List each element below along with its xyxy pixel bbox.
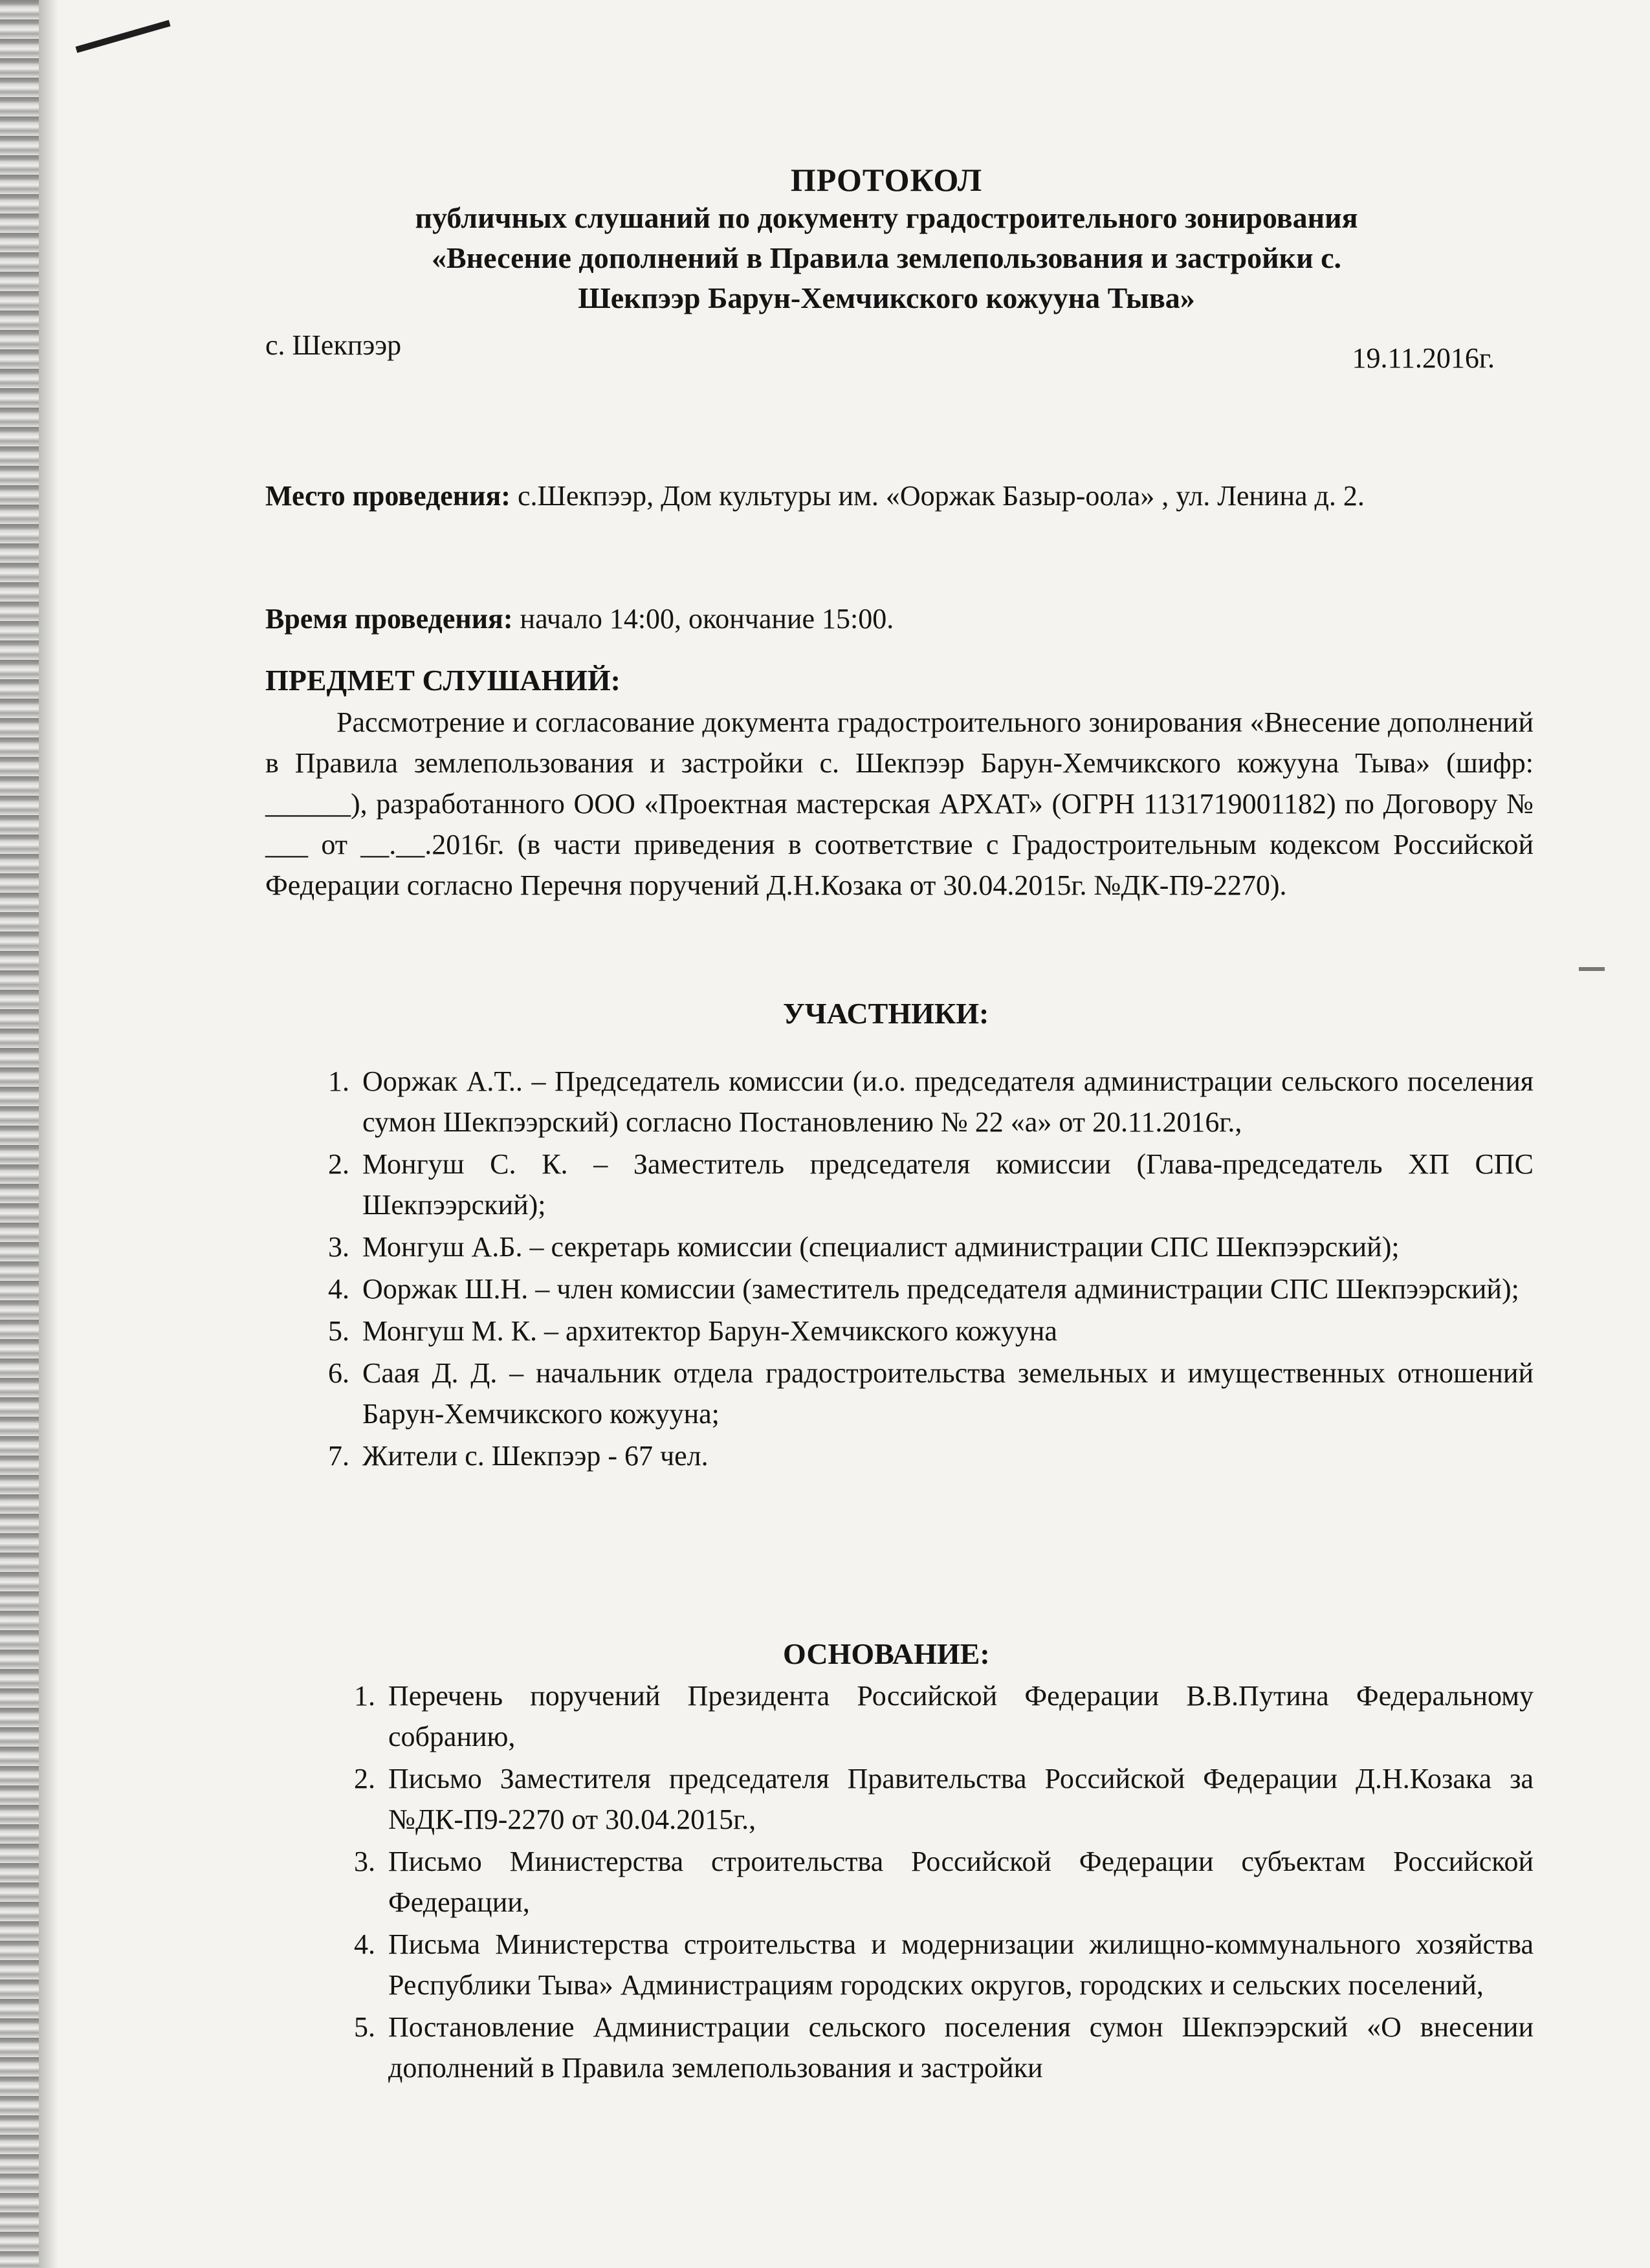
subject-text: Рассмотрение и согласование документа градостроительного зонирования «Внесение дополнений в Правила землепользования и застройки с. Шекпээр Барун-Хемчикского кожууна Тыва» (шифр: ______), разработанного ООО «Проектная мастерская АРХАТ» (ОГРН 1131719001182) по Договору № ___ от __.__.2016г. (в части приведения в соответствие с Градостроительным кодексом Российской Федерации согласно Перечня поручений Д.Н.Козака от 30.04.2015г. №ДК-П9-2270). xyxy=(265,706,1534,901)
time-label: Время проведения: xyxy=(265,603,513,635)
list-item xyxy=(330,1675,1534,1757)
document-date: 19.11.2016г. xyxy=(1352,342,1495,374)
basis-list xyxy=(330,1675,1534,2089)
list-item-number: 4. xyxy=(354,1928,375,1960)
list-item-number: 1. xyxy=(354,1680,375,1712)
list-item-number: 5. xyxy=(354,2011,375,2043)
list-item-number: 1. xyxy=(328,1065,349,1097)
list-item-text: Монгуш С. К. – Заместитель председателя комиссии (Глава-председатель ХП СПС Шекпээрский); xyxy=(362,1148,1534,1221)
participants-heading: УЧАСТНИКИ: xyxy=(783,997,989,1030)
list-item xyxy=(304,1435,1534,1476)
list-item-text: Письмо Министерства строительства Российской Федерации субъектам Российской Федерации, xyxy=(388,1846,1534,1918)
list-item xyxy=(304,1227,1534,1267)
list-item-number: 2. xyxy=(328,1148,349,1180)
venue-paragraph xyxy=(265,475,1534,516)
list-item xyxy=(330,2007,1534,2088)
list-item-number: 4. xyxy=(328,1273,349,1305)
header-line-3: Шекпээр Барун-Хемчикского кожууна Тыва» xyxy=(578,281,1195,314)
list-item-number: 3. xyxy=(354,1846,375,1877)
list-item-text: Монгуш М. К. – архитектор Барун-Хемчикского кожууна xyxy=(362,1315,1057,1347)
list-item-text: Ооржак Ш.Н. – член комиссии (заместитель председателя администрации СПС Шекпээрский); xyxy=(362,1273,1519,1305)
list-item-text: Постановление Администрации сельского поселения сумон Шекпээрский «О внесении дополнений в Правила землепользования и застройки xyxy=(388,2011,1534,2084)
list-item xyxy=(304,1269,1534,1309)
list-item xyxy=(304,1353,1534,1434)
list-item-number: 2. xyxy=(354,1763,375,1794)
participants-list xyxy=(304,1061,1534,1477)
list-item-text: Жители с. Шекпээр - 67 чел. xyxy=(362,1440,709,1472)
list-item xyxy=(330,1841,1534,1923)
scan-artifact xyxy=(1579,967,1605,971)
list-item xyxy=(304,1061,1534,1142)
header-line-1: публичных слушаний по документу градостроительного зонирования xyxy=(415,201,1358,234)
list-item-text: Письма Министерства строительства и модернизации жилищно-коммунального хозяйства Республики Тыва» Администрациям городских округов, городских и сельских поселений, xyxy=(388,1928,1534,2001)
list-item xyxy=(330,1758,1534,1840)
list-item-number: 7. xyxy=(328,1440,349,1472)
venue-label: Место проведения: xyxy=(265,480,511,512)
time-text: начало 14:00, окончание 15:00. xyxy=(520,603,894,635)
list-item xyxy=(304,1311,1534,1351)
pen-mark xyxy=(76,20,171,53)
list-item-text: Письмо Заместителя председателя Правительства Российской Федерации Д.Н.Козака за №ДК-П9-2270 от 30.04.2015г., xyxy=(388,1763,1534,1835)
time-paragraph xyxy=(265,598,1534,639)
list-item-number: 3. xyxy=(328,1231,349,1263)
venue-text: с.Шекпээр, Дом культуры им. «Ооржак Базыр-оола» , ул. Ленина д. 2. xyxy=(517,480,1365,512)
list-item-text: Саая Д. Д. – начальник отдела градостроительства земельных и имущественных отношений Барун-Хемчикского кожууна; xyxy=(362,1357,1534,1430)
scan-edge-gradient xyxy=(39,0,58,2268)
list-item xyxy=(330,1924,1534,2005)
list-item-text: Ооржак А.Т.. – Председатель комиссии (и.о. председателя администрации сельского поселения сумон Шекпээрский) согласно Постановлению № 22 «а» от 20.11.2016г., xyxy=(362,1065,1534,1138)
document-header xyxy=(272,162,1501,318)
basis-heading: ОСНОВАНИЕ: xyxy=(783,1637,990,1670)
subject-heading: ПРЕДМЕТ СЛУШАНИЙ: xyxy=(265,664,621,697)
list-item-text: Перечень поручений Президента Российской Федерации В.В.Путина Федеральному собранию, xyxy=(388,1680,1534,1752)
place-date-row xyxy=(265,329,1495,374)
list-item-number: 6. xyxy=(328,1357,349,1389)
list-item xyxy=(304,1144,1534,1225)
document-title: ПРОТОКОЛ xyxy=(790,162,983,198)
header-line-2: «Внесение дополнений в Правила землепользования и застройки с. xyxy=(431,241,1342,274)
list-item-text: Монгуш А.Б. – секретарь комиссии (специалист администрации СПС Шекпээрский); xyxy=(362,1231,1400,1263)
scan-edge-shadow xyxy=(0,0,39,2268)
place: с. Шекпээр xyxy=(265,329,402,361)
list-item-number: 5. xyxy=(328,1315,349,1347)
